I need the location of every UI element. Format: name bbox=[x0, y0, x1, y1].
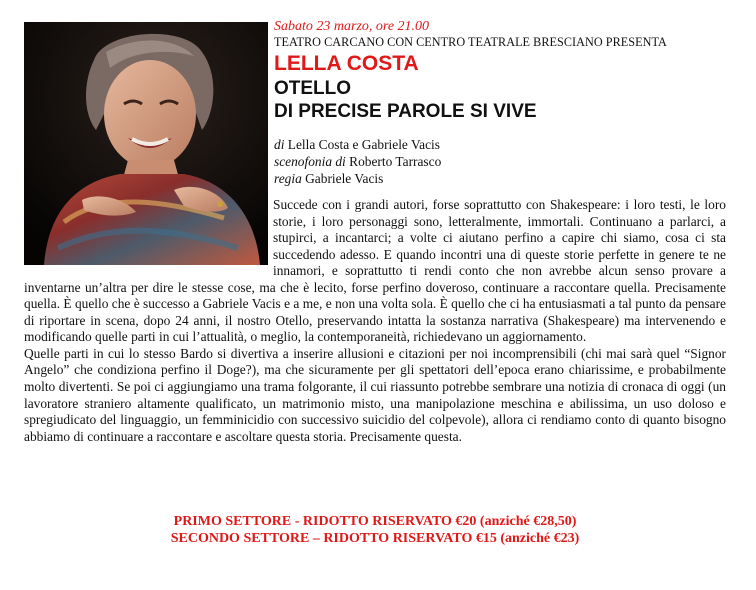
credit-name: Lella Costa e Gabriele Vacis bbox=[287, 137, 440, 152]
description-paragraph-2: Quelle parti in cui lo stesso Bardo si divertiva a inserire allusioni e citazioni per noi incomprensibili (chi mai sarà quel “Signor Angelo” che condiziona perfino il Doge?), ma che sicuramente per gli spettatori dell’epoca erano chiarissime, e probabilmente molto divertenti. Se poi ci aggiungiamo una trama folgorante, il cui riassunto potrebbe sembrare una notizia di cronaca di oggi (un lavoratore straniero altamente qualificato, un matrimonio misto, una manipolazione meschina e abilissima, un uso doloso e spregiudicato del linguaggio, un femminicidio con successivo suicidio del colpevole), allora ci rendiamo conto di quanto bisogno abbiamo di continuare a raccontare e ascoltare questa storia. Precisamente questa. bbox=[24, 345, 726, 444]
description-paragraph-1: Succede con i grandi autori, forse soprattutto con Shakespeare: i loro testi, le loro storie, i loro personaggi sono, letteralmente, immortali. Continuano a parlarci, a stupirci, a incantarci; a volte ci aiutano perfino a capire chi siamo, cosa ci sta succedendo adesso. E quando incontri una di queste storie perfette in genere te ne innamori, e soprattutto ti rendi conto che non avrebbe alcun senso provare a inventarne un’altra per dire le stesse cose, ma che è lecito, forse perfino doveroso, continuare a raccontare quella. Precisamente quella. È quello che è successo a Gabriele Vacis e a me, e non una volta sola. È quello che ci ha entusiasmati a tal punto da pensare di riportare in scena, dopo 24 anni, il nostro Otello, preservando intatta la sostanza narrativa (Shakespeare) ma intervenendo e modificando quelle parti in cui l’attualità, o meglio, la contemporaneità, richiedevano un aggiornamento. bbox=[24, 197, 726, 345]
ticket-price-second-sector: SECONDO SETTORE – RIDOTTO RISERVATO €15 (anziché €23) bbox=[170, 531, 580, 546]
credit-role: regia bbox=[274, 171, 302, 186]
credit-name: Gabriele Vacis bbox=[305, 171, 384, 186]
event-presenter: TEATRO CARCANO CON CENTRO TEATRALE BRESCIANO PRESENTA bbox=[274, 35, 667, 49]
show-title-line2: DI PRECISE PAROLE SI VIVE bbox=[274, 101, 537, 122]
event-header bbox=[274, 18, 734, 187]
credit-director bbox=[274, 170, 734, 187]
photo-wrap-spacer bbox=[24, 197, 273, 269]
credit-authors bbox=[274, 136, 734, 153]
credit-name: Roberto Tarrasco bbox=[349, 154, 442, 169]
credit-sound bbox=[274, 153, 734, 170]
ticket-prices bbox=[24, 513, 726, 547]
credit-role: scenofonia di bbox=[274, 154, 346, 169]
credit-role: di bbox=[274, 137, 285, 152]
show-title-line1: OTELLO bbox=[274, 78, 352, 99]
ticket-price-first-sector: PRIMO SETTORE - RIDOTTO RISERVATO €20 (anziché €28,50) bbox=[173, 514, 577, 529]
artist-name: LELLA COSTA bbox=[274, 52, 419, 75]
credits bbox=[274, 136, 734, 187]
description bbox=[24, 197, 726, 445]
event-date: Sabato 23 marzo, ore 21.00 bbox=[274, 19, 430, 34]
